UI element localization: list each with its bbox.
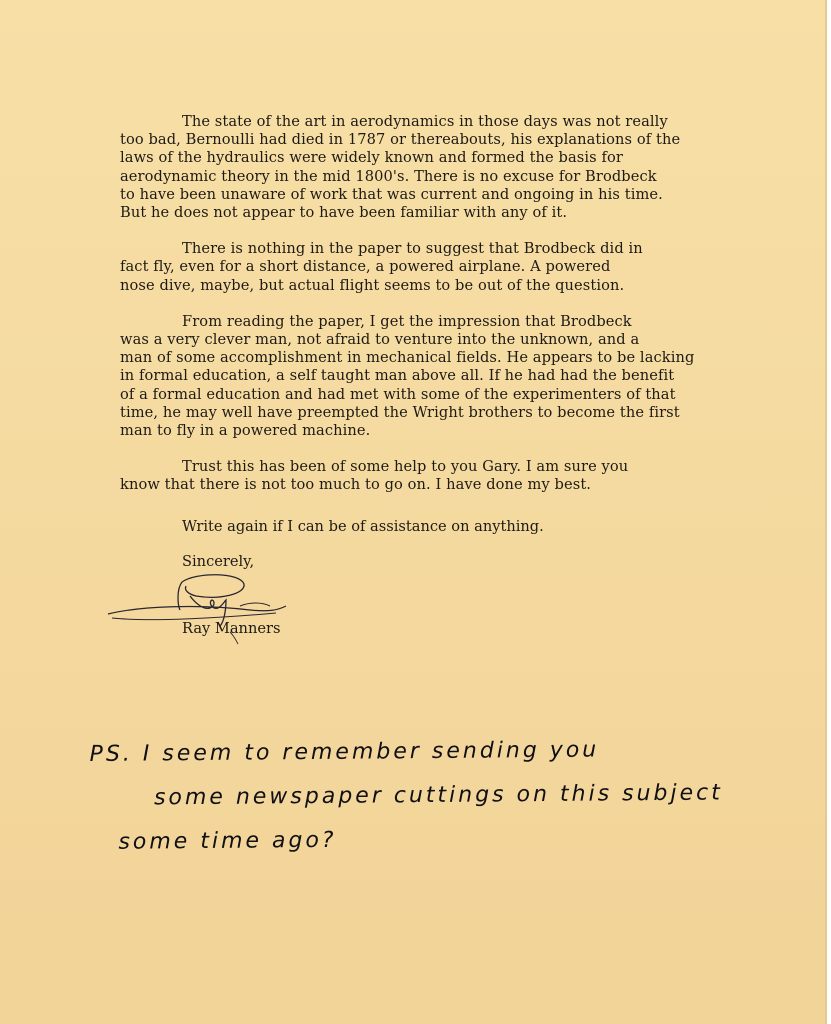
text-line: aerodynamic theory in the mid 1800's. There is no excuse for Brodbeck	[120, 167, 657, 185]
text-line: time, he may well have preempted the Wright brothers to become the first	[120, 403, 680, 421]
scan-edge	[827, 0, 831, 1024]
letter-body	[120, 113, 760, 513]
text-line: laws of the hydraulics were widely known and formed the basis for	[120, 149, 623, 167]
text-line: of a formal education and had met with some of the experimenters of that	[120, 385, 676, 403]
handwritten-postscript	[89, 727, 770, 865]
paragraph-3	[120, 313, 760, 440]
text-line: There is nothing in the paper to suggest that Brodbeck did in	[182, 240, 643, 258]
text-line: But he does not appear to have been familiar with any of it.	[120, 204, 568, 222]
paragraph-2	[120, 240, 760, 295]
paragraph-1	[120, 113, 760, 222]
postscript-line: some newspaper cuttings on this subject	[153, 780, 723, 811]
text-line: The state of the art in aerodynamics in those days was not really	[182, 113, 668, 130]
text-line: too bad, Bernoulli had died in 1787 or thereabouts, his explanations of the	[120, 131, 681, 149]
text-line: man to fly in a powered machine.	[120, 422, 371, 440]
text-line: in formal education, a self taught man above all. If he had had the benefit	[120, 367, 675, 385]
text-line: was a very clever man, not afraid to venture into the unknown, and a	[120, 331, 640, 349]
write-again-line: Write again if I can be of assistance on anything.	[182, 518, 544, 535]
postscript-line: some time ago?	[118, 827, 337, 855]
text-line: Trust this has been of some help to you Gary. I am sure you	[182, 458, 629, 476]
text-line: to have been unaware of work that was current and ongoing in his time.	[120, 185, 663, 203]
signer-name: Ray Manners	[182, 620, 281, 637]
text-line: know that there is not too much to go on. I have done my best.	[120, 476, 592, 494]
postscript-line: PS. I seem to remember sending you	[89, 737, 600, 767]
text-line: man of some accomplishment in mechanical fields. He appears to be lacking	[120, 349, 695, 367]
closing-salutation: Sincerely,	[182, 553, 255, 570]
paragraph-4	[120, 458, 760, 494]
text-line: From reading the paper, I get the impression that Brodbeck	[182, 312, 632, 330]
text-line: nose dive, maybe, but actual flight seems to be out of the question.	[120, 276, 625, 294]
text-line: fact fly, even for a short distance, a powered airplane. A powered	[120, 258, 611, 276]
